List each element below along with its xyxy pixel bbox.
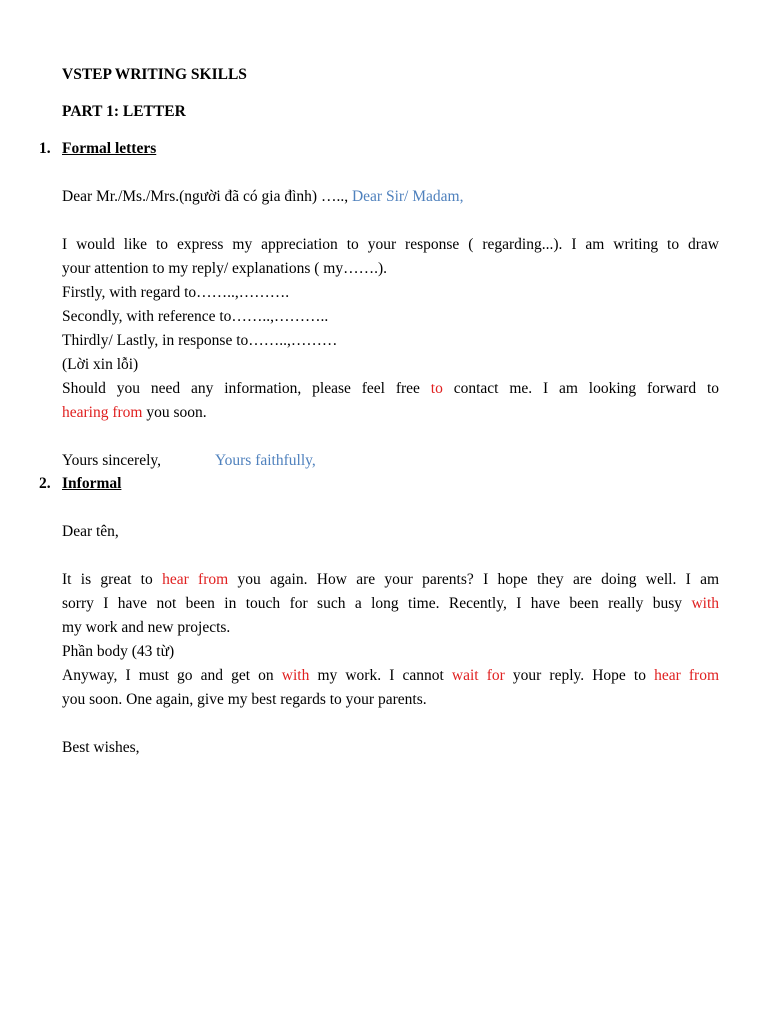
formal-closing-line-2 [62,403,207,423]
informal-signoff: Best wishes, [62,739,140,756]
formal-secondly: Secondly, with reference to……..,……….. [62,308,329,325]
informal-line-5 [62,666,719,686]
informal-text-5c: your reply. Hope to [512,667,646,684]
informal-text-2a: sorry I have not been in touch for such a long time. Recently, I have been really busy [62,595,683,612]
section-number-1: 1. [39,140,51,157]
formal-closing-highlight-to: to [430,380,443,397]
informal-line-2 [62,594,719,614]
informal-highlight-hear-from-2: hear from [654,667,720,684]
formal-signoff-sincerely: Yours sincerely, [62,452,162,469]
informal-greeting: Dear tên, [62,523,119,540]
informal-highlight-wait-for: wait for [451,667,505,684]
section-heading-formal: Formal letters [62,140,157,157]
informal-text-5b: my work. I cannot [317,667,444,684]
informal-text-5a: Anyway, I must go and get on [62,667,274,684]
formal-greeting-alt: Dear Sir/ Madam, [351,188,464,205]
informal-highlight-with-1: with [691,595,720,612]
informal-text-1a: It is great to [62,571,153,588]
formal-closing-line-1 [62,379,719,399]
informal-line-1 [62,570,719,590]
informal-highlight-with-2: with [281,667,310,684]
formal-apology-note: (Lời xin lỗi) [62,356,139,373]
formal-closing-text-b: contact me. I am looking forward to [453,380,719,397]
formal-paragraph-line-1: I would like to express my appreciation to your response ( regarding...). I am writing to draw [62,236,719,253]
formal-paragraph-line-2: your attention to my reply/ explanations ( my…….). [62,260,388,277]
formal-closing-highlight-hearing: hearing from [62,404,143,421]
formal-greeting-text: Dear Mr./Ms./Mrs.(người đã có gia đình) ….., [62,188,349,205]
formal-greeting [62,187,463,207]
formal-thirdly: Thirdly/ Lastly, in response to……..,……… [62,332,338,349]
document-title: VSTEP WRITING SKILLS [62,66,247,83]
section-number-2: 2. [39,475,51,492]
informal-text-1b: you again. How are your parents? I hope they are doing well. I am [237,571,720,588]
part-heading: PART 1: LETTER [62,103,186,120]
formal-signoff-faithfully: Yours faithfully, [215,452,316,469]
formal-closing-text-c: you soon. [146,404,207,421]
formal-firstly: Firstly, with regard to……..,………. [62,284,290,301]
section-heading-informal: Informal [62,475,122,492]
informal-highlight-hear-from-1: hear from [162,571,229,588]
informal-body-note: Phần body (43 từ) [62,643,175,660]
informal-line-6: you soon. One again, give my best regards to your parents. [62,691,427,708]
formal-closing-text-a: Should you need any information, please feel free [62,380,420,397]
informal-line-3: my work and new projects. [62,619,231,636]
